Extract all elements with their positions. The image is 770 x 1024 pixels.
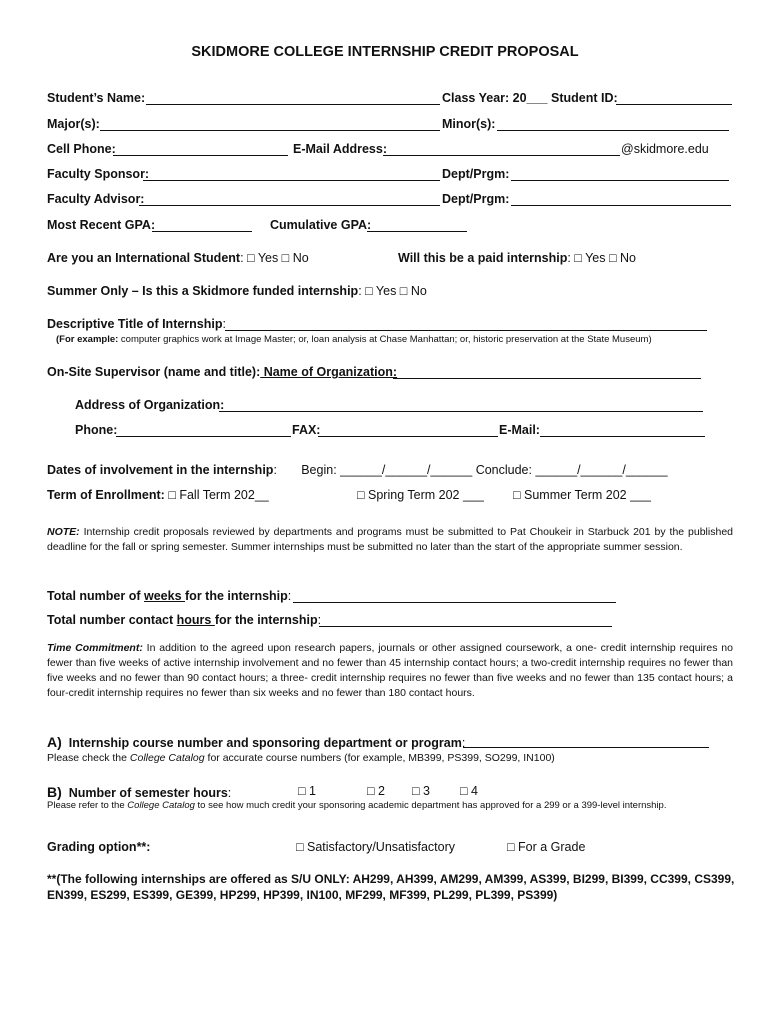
descriptive-title-colon: : <box>222 317 226 331</box>
grading-su-option[interactable]: □ Satisfactory/Unsatisfactory <box>296 840 455 854</box>
student-name-label: Student’s Name: <box>47 91 146 105</box>
faculty-advisor-field[interactable] <box>139 205 440 206</box>
international-question: Are you an International Student <box>47 251 241 265</box>
paid-row <box>398 251 636 265</box>
student-name-field[interactable] <box>146 104 440 105</box>
hours-colon: : <box>317 613 322 627</box>
summer-question: Summer Only – Is this a Skidmore funded internship <box>47 284 359 298</box>
fax-label: FAX: <box>292 423 321 437</box>
hours-option-2[interactable]: □ 2 <box>367 784 385 798</box>
cell-phone-label: Cell Phone: <box>47 142 116 156</box>
recent-gpa-label: Most Recent GPA: <box>47 218 156 232</box>
email-address-field[interactable] <box>383 155 620 156</box>
majors-field[interactable] <box>100 130 440 131</box>
fall-term-option[interactable]: □ Fall Term 202__ <box>164 488 269 502</box>
section-a-label: Internship course number and sponsoring department or program <box>61 736 462 750</box>
faculty-sponsor-field[interactable] <box>143 180 440 181</box>
dept-prgm-label-2: Dept/Prgm: <box>442 192 510 206</box>
minors-label: Minor(s): <box>442 117 496 131</box>
example-label: (For example: <box>56 334 119 345</box>
descriptive-title-example <box>56 334 652 345</box>
section-a-sub-pre: Please check the <box>47 752 130 764</box>
cell-phone-field[interactable] <box>113 155 288 156</box>
section-b-letter: B) <box>47 784 62 800</box>
supervisor-row <box>47 365 397 379</box>
student-id-field[interactable] <box>616 104 732 105</box>
time-commitment-label: Time Commitment: <box>47 642 143 654</box>
supervisor-email-label: E-Mail: <box>499 423 540 437</box>
organization-name-field[interactable] <box>393 378 701 379</box>
address-label: Address of Organization: <box>75 398 225 412</box>
dept-prgm-field-1[interactable] <box>511 180 729 181</box>
supervisor-label: On-Site Supervisor (name and title): <box>47 365 261 379</box>
cumulative-gpa-field[interactable] <box>367 231 467 232</box>
hours-label-post: for the internship <box>214 613 318 627</box>
weeks-colon: : <box>287 589 292 603</box>
dept-prgm-field-2[interactable] <box>511 205 731 206</box>
phone-label: Phone: <box>75 423 118 437</box>
section-b-sub-post: to see how much credit your sponsoring academic department has approved for a 299 or a 399-level internship. <box>194 800 667 811</box>
section-a-catalog: College Catalog <box>129 752 205 764</box>
section-a-letter: A) <box>47 734 62 750</box>
section-b-row <box>47 784 231 800</box>
weeks-row <box>47 589 291 603</box>
cumulative-gpa-label: Cumulative GPA: <box>270 218 372 232</box>
dept-prgm-label-1: Dept/Prgm: <box>442 167 510 181</box>
phone-field[interactable] <box>116 436 291 437</box>
student-id-label: Student ID: <box>551 91 618 105</box>
international-options[interactable]: : □ Yes □ No <box>240 251 309 265</box>
section-a-sub <box>47 752 555 764</box>
address-field[interactable] <box>219 411 703 412</box>
hours-field[interactable] <box>319 626 612 627</box>
term-label: Term of Enrollment: <box>47 488 165 502</box>
hours-option-4[interactable]: □ 4 <box>460 784 478 798</box>
hours-option-3[interactable]: □ 3 <box>412 784 430 798</box>
descriptive-title-field[interactable] <box>225 330 707 331</box>
note-text: Internship credit proposals reviewed by departments and programs must be submitted to Pat Choukeir in Starbuck 201 by the published deadline for the fall or spring semester. Summer internships must be submitted no later than the start of the appropriate summer session. <box>47 526 733 553</box>
majors-label: Major(s): <box>47 117 100 131</box>
example-text: computer graphics work at Image Master; or, loan analysis at Chase Manhattan; or, historic preservation at the State Museum) <box>118 334 652 345</box>
paid-options[interactable]: : □ Yes □ No <box>567 251 636 265</box>
grading-label: Grading option**: <box>47 840 151 854</box>
summer-options[interactable]: : □ Yes □ No <box>358 284 427 298</box>
recent-gpa-field[interactable] <box>152 231 252 232</box>
hours-row <box>47 613 321 627</box>
weeks-label-pre: Total number of <box>47 589 144 603</box>
section-b-sub <box>47 799 733 813</box>
dates-row <box>47 463 668 477</box>
dates-fields[interactable]: : Begin: ______/______/______ Conclude: ______/______/______ <box>273 463 668 477</box>
time-commitment-text: In addition to the agreed upon research papers, journals or other assigned coursework, a one- credit internship requires no fewer than five weeks of active internship involvement and no fewer than 45 internship contact hours; a two-credit internship requires no fewer than five weeks and no fewer than 90 contact hours; a three- credit internship requires no fewer than five weeks and no fewer than 135 contact hours; a four-credit internship requires no fewer than six weeks and no fewer than 180 contact hours. <box>47 642 733 699</box>
email-domain: @skidmore.edu <box>621 142 709 156</box>
su-only-note: **(The following internships are offered as S/U ONLY: AH299, AH399, AM299, AM399, AS399, BI299, BI399, CC399, CS399, EN399, ES299, ES399, GE399, HP299, HP399, IN100, MF299, MF399, PL299, PL399, PS399) <box>47 872 735 902</box>
dates-label: Dates of involvement in the internship <box>47 463 274 477</box>
fax-field[interactable] <box>318 436 498 437</box>
hours-label-underlined: hours <box>176 613 215 627</box>
form-title: SKIDMORE COLLEGE INTERNSHIP CREDIT PROPOSAL <box>191 44 579 60</box>
section-a-colon: : <box>461 736 466 750</box>
summer-term-option[interactable]: □ Summer Term 202 ___ <box>513 488 651 502</box>
hours-option-1[interactable]: □ 1 <box>298 784 316 798</box>
organization-name-label: Name of Organization: <box>260 365 398 379</box>
descriptive-title-label: Descriptive Title of Internship <box>47 317 223 331</box>
international-row <box>47 251 309 265</box>
section-b-sub-pre: Please refer to the <box>47 800 128 811</box>
section-a-sub-post: for accurate course numbers (for example, MB399, PS399, SO299, IN100) <box>204 752 555 764</box>
weeks-label-post: for the internship <box>185 589 288 603</box>
time-commitment-paragraph <box>47 641 733 701</box>
section-b-colon: : <box>227 786 232 800</box>
summer-row <box>47 284 427 298</box>
section-a-row <box>47 734 465 750</box>
section-b-catalog: College Catalog <box>127 800 195 811</box>
term-row <box>47 488 269 502</box>
spring-term-option[interactable]: □ Spring Term 202 ___ <box>357 488 484 502</box>
weeks-label-underlined: weeks <box>144 589 186 603</box>
section-b-label: Number of semester hours <box>61 786 228 800</box>
hours-label-pre: Total number contact <box>47 613 177 627</box>
faculty-advisor-label: Faculty Advisor: <box>47 192 145 206</box>
course-number-field[interactable] <box>463 747 709 748</box>
descriptive-title-row <box>47 317 226 331</box>
note-label: NOTE: <box>47 526 80 538</box>
minors-field[interactable] <box>497 130 729 131</box>
faculty-sponsor-label: Faculty Sponsor: <box>47 167 150 181</box>
note-paragraph <box>47 525 733 555</box>
supervisor-email-field[interactable] <box>540 436 705 437</box>
weeks-field[interactable] <box>293 602 616 603</box>
email-address-label: E-Mail Address: <box>293 142 388 156</box>
class-year-label: Class Year: 20___ <box>442 91 548 105</box>
grading-grade-option[interactable]: □ For a Grade <box>507 840 586 854</box>
paid-question: Will this be a paid internship <box>398 251 568 265</box>
